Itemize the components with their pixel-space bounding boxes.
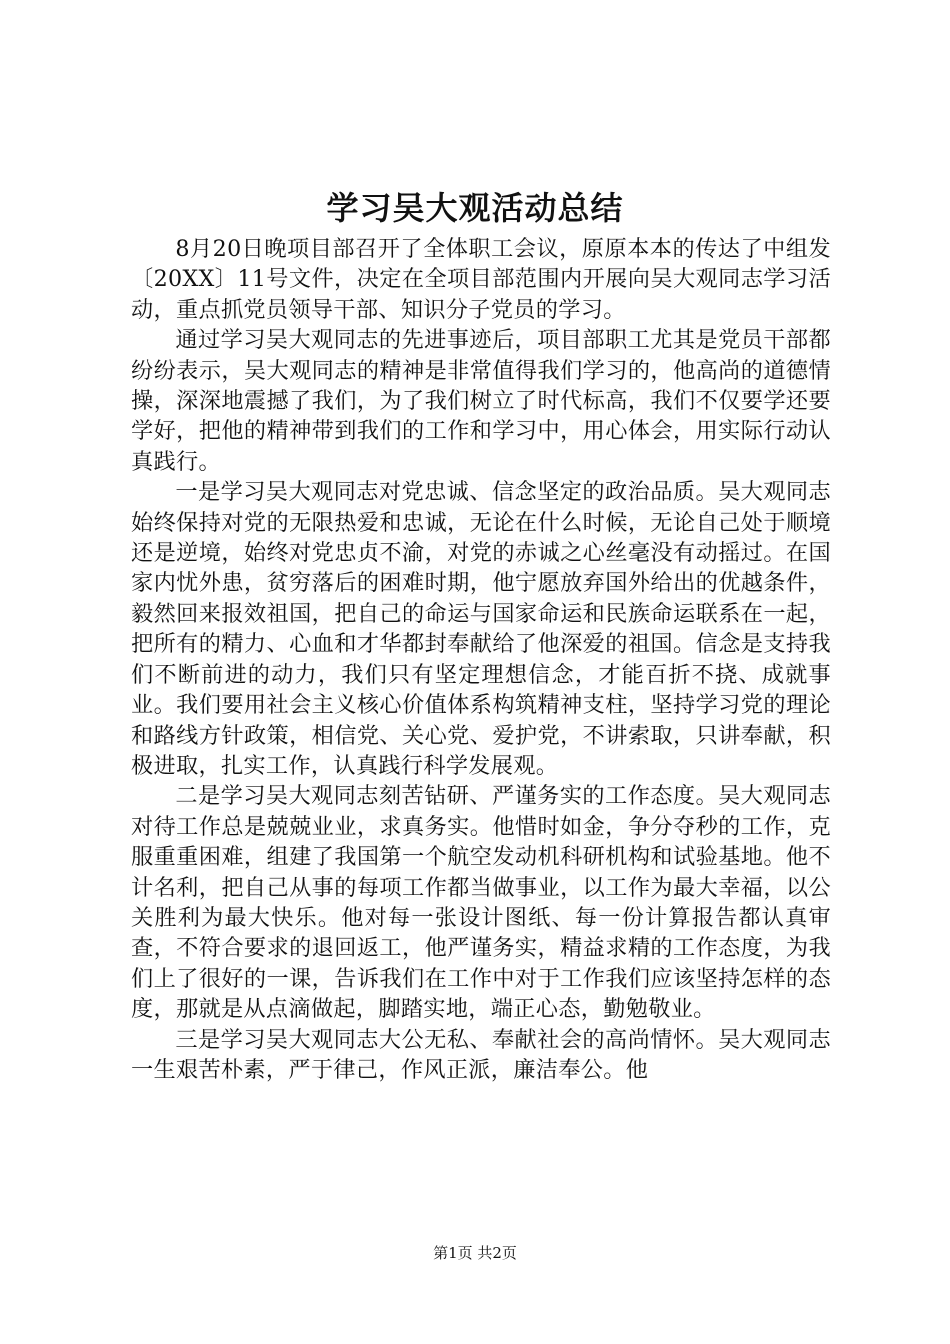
paragraph-4: 二是学习吴大观同志刻苦钻研、严谨务实的工作态度。吴大观同志对待工作总是兢兢业业，求真务实。他惜时如金，争分夺秒的工作，克服重重困难，组建了我国第一个航空发动机科研机构和试验基地。他不计名利，把自己从事的每项工作都当做事业，以工作为最大幸福，以公关胜利为最大快乐。他对每一张设计图纸、每一份计算报告都认真审查，不符合要求的退回返工，他严谨务实，精益求精的工作态度，为我们上了很好的一课，告诉我们在工作中对于工作我们应该坚持怎样的态度，那就是从点滴做起，脚踏实地，端正心态，勤勉敬业。 <box>131 783 831 1023</box>
document-title: 学习吴大观活动总结 <box>326 189 624 227</box>
page-number-footer: 第1页 共2页 <box>433 1244 517 1262</box>
document-body <box>131 234 831 1085</box>
paragraph-2: 通过学习吴大观同志的先进事迹后，项目部职工尤其是党员干部都纷纷表示，吴大观同志的精神是非常值得我们学习的，他高尚的道德情操，深深地震撼了我们，为了我们树立了时代标高，我们不仅要学还要学好，把他的精神带到我们的工作和学习中，用心体会，用实际行动认真践行。 <box>131 327 831 475</box>
paragraph-1: 8月20日晚项目部召开了全体职工会议，原原本本的传达了中组发〔20XX〕11号文件，决定在全项目部范围内开展向吴大观同志学习活动，重点抓党员领导干部、知识分子党员的学习。 <box>131 236 831 323</box>
paragraph-3: 一是学习吴大观同志对党忠诚、信念坚定的政治品质。吴大观同志始终保持对党的无限热爱和忠诚，无论在什么时候，无论自己处于顺境还是逆境，始终对党忠贞不渝，对党的赤诚之心丝毫没有动摇过。在国家内忧外患，贫穷落后的困难时期，他宁愿放弃国外给出的优越条件，毅然回来报效祖国，把自己的命运与国家命运和民族命运联系在一起，把所有的精力、心血和才华都封奉献给了他深爱的祖国。信念是支持我们不断前进的动力，我们只有坚定理想信念，才能百折不挠、成就事业。我们要用社会主义核心价值体系构筑精神支柱，坚持学习党的理论和路线方针政策，相信党、关心党、爱护党，不讲索取，只讲奉献，积极进取，扎实工作，认真践行科学发展观。 <box>131 479 831 779</box>
paragraph-5: 三是学习吴大观同志大公无私、奉献社会的高尚情怀。吴大观同志一生艰苦朴素，严于律己，作风正派，廉洁奉公。他 <box>131 1026 831 1083</box>
